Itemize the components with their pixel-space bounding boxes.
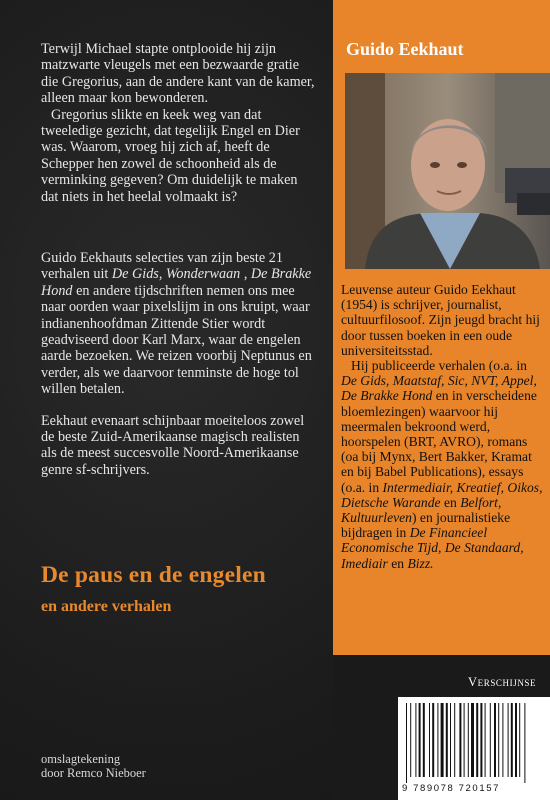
blurb-text: , (158, 266, 166, 283)
magazine-title: De Gids (111, 266, 159, 283)
isbn-number: 9 789078 720157 (402, 783, 500, 794)
author-biography (341, 282, 546, 571)
barcode-bar (511, 703, 513, 777)
author-portrait-image (345, 73, 550, 269)
bio-text: en (440, 494, 461, 510)
barcode-bar (498, 703, 499, 777)
author-name: Guido Eekhaut (346, 39, 464, 59)
barcode-bar (464, 703, 465, 777)
barcode-bar (515, 703, 517, 777)
book-title: De paus en de engelen (41, 562, 266, 588)
barcode-bar (415, 703, 416, 777)
blurb-paragraph-1 (41, 250, 316, 398)
barcode-bar (480, 703, 482, 777)
book-subtitle: en andere verhalen (41, 598, 172, 615)
blurb-paragraph-2: Eekhaut evenaart schijnbaar moeiteloos zowel de beste Zuid-Amerikaanse magisch realisten als de meest succesvolle Noord-Amerikaanse genre sf-schrijvers. (41, 412, 305, 478)
barcode-bar (432, 703, 434, 777)
barcode-bar (410, 703, 411, 777)
magazine-titles: De Gids, Maatstaf, Sic, NVT, Appel, De Brakke Hond (341, 373, 537, 404)
barcode-bar (437, 703, 438, 777)
barcode-bar (524, 703, 525, 783)
magazine-title: De Brakke Hond (41, 266, 312, 299)
bio-paragraph-1: Leuvense auteur Guido Eekhaut (1954) is schrijver, journalist, cultuurfilosoof. Zijn jeugd bracht hij door tussen boeken in een oude universiteitsstad. (341, 282, 540, 358)
book-blurb (41, 250, 316, 493)
bio-text: Hij publiceerde verhalen (o.a. in (351, 358, 527, 374)
barcode-bar (441, 703, 444, 777)
barcode-bar (429, 703, 430, 777)
barcode-bar (502, 703, 503, 777)
excerpt-paragraph-1: Terwijl Michael stapte ontplooide hij zijn matzwarte vleugels met een bezwaarde gratie die Gregorius, aan de andere kant van de kamer, alleen maar kon bewonderen. (41, 41, 315, 107)
barcode-bar (519, 703, 520, 777)
barcode-bar (494, 703, 496, 777)
barcode-bar (423, 703, 425, 777)
barcode-bar (419, 703, 421, 777)
barcode-bar (454, 703, 455, 777)
author-photo (345, 73, 550, 269)
newspaper-titles: De Financieel Economische Tijd, De Standaard, Imediair (341, 525, 524, 571)
bio-text: en (387, 555, 408, 571)
magazine-titles: Intermediair, Kreatief, Oikos, Dietsche Warande (341, 479, 543, 510)
barcode-bars (398, 697, 550, 783)
credit-line-2: door Remco Nieboer (41, 766, 146, 780)
barcode-bar (468, 703, 469, 777)
cover-credit (41, 752, 146, 780)
barcode-bar (446, 703, 448, 777)
newspaper-titles: Bizz. (407, 555, 434, 571)
magazine-title: Wonderwaan (165, 266, 241, 283)
credit-line-1: omslagtekening (41, 752, 121, 766)
barcode-bar (476, 703, 478, 777)
excerpt-paragraph-2: Gregorius slikte en keek weg van dat tweeledige gezicht, dat tegelijk Engel en Dier was. Waarom, vroeg hij zich af, heeft de Schepper hen zowel de schoonheid als de verminking gegeven? Om duidelijk te maken dat niets in het heelal volmaakt is? (41, 106, 300, 205)
bio-paragraph-2 (341, 358, 546, 571)
barcode-bar (406, 703, 407, 783)
blurb-text: en andere tijdschriften nemen ons mee naar oorden waar pixelslijm in ons kruipt, waar indianenhoofdman Zittende Stier wordt geadviseerd door Karl Marx, waar de engelen aarde bezoeken. We reizen voorbij Neptunus en verder, als we daarvoor tenminste de hoge tol willen betalen. (41, 282, 312, 398)
magazine-titles: Belfort, Kultuurleven (341, 494, 502, 526)
excerpt (41, 41, 316, 205)
bio-text: ) en journalistieke bijdragen in (341, 510, 511, 541)
blurb-text: , (240, 266, 251, 283)
barcode-bar (490, 703, 491, 777)
blurb-text: Guido Eekhauts selecties van zijn beste 21 verhalen uit (41, 250, 283, 283)
barcode-bar (450, 703, 451, 777)
barcode-bar (508, 703, 509, 777)
barcode-bar (459, 703, 461, 777)
barcode-bar (471, 703, 474, 777)
publisher-name: Verschijnse (468, 675, 537, 689)
bio-text: en in verscheidene bloemlezingen) waarvoor hij meermalen bekroond werd, hoorspelen (BRT, AVRO), romans (oa bij Mynx, Bert Bakker, Kramat en bij Babel Publications), essays (o.a. in (341, 388, 537, 495)
barcode-bar (485, 703, 486, 777)
